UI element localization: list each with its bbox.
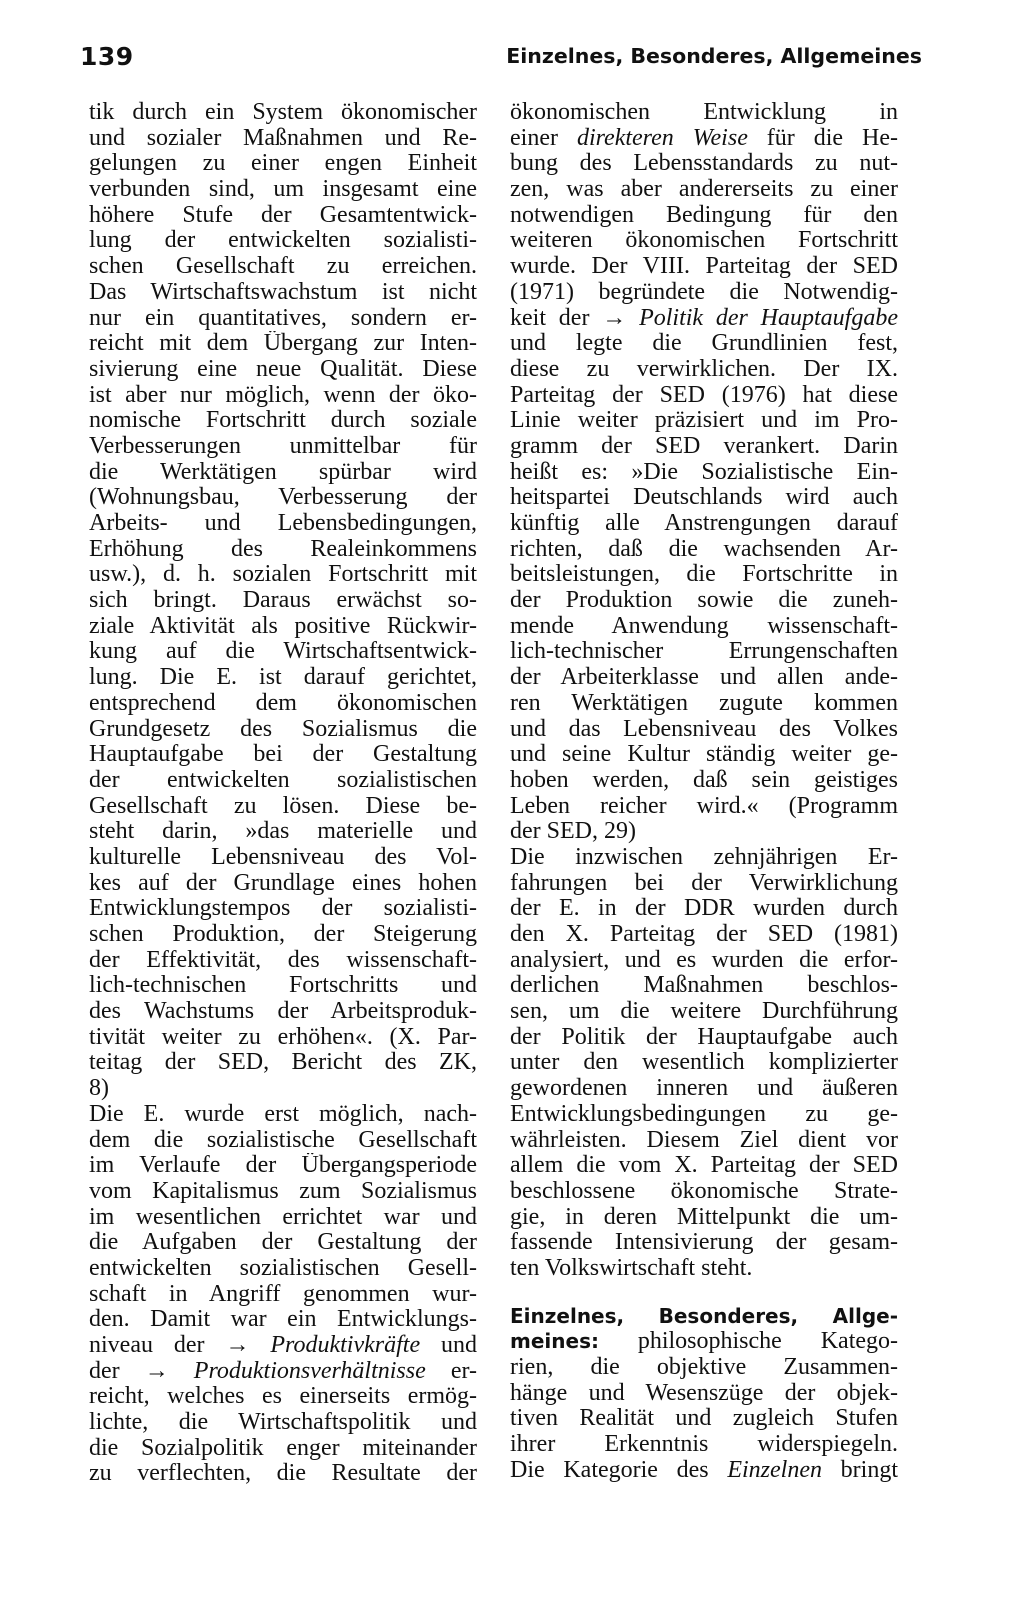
text-segment: philosophische (598, 1329, 782, 1355)
text-line: der SED, 29) (510, 819, 636, 845)
text-line: vom Kapitalismus zum Sozialismus (89, 1178, 477, 1204)
text-line: Verbesserungen unmittelbar für (89, 433, 477, 459)
text-line: Leben reicher wird.« (Programm (510, 793, 898, 819)
emphasis-text: direkteren Weise (576, 125, 748, 151)
text-line (510, 1458, 898, 1484)
text-segment: Die Kategorie des (510, 1457, 728, 1483)
text-line: Entwicklungstempos der sozialisti- (89, 896, 477, 922)
text-line: lichte, die Wirtschaftspolitik und (89, 1410, 477, 1436)
text-line: allem die vom X. Parteitag der SED (510, 1153, 898, 1179)
text-line: ihrer Erkenntnis widerspiegeln. (510, 1432, 898, 1458)
text-line: Linie weiter präzisiert und im Pro- (510, 408, 898, 434)
text-line: der E. in der DDR wurden durch (510, 896, 898, 922)
text-line (510, 306, 898, 332)
cross-reference-link[interactable]: Produktionsverhältnisse (193, 1358, 426, 1384)
text-line: lung. Die E. ist darauf gerichtet, (89, 665, 477, 691)
text-line: Erhöhung des Realeinkommens (89, 536, 477, 562)
text-line: fassende Intensivierung der gesam- (510, 1230, 898, 1256)
text-line: beitsleistungen, die Fortschritte in (510, 562, 898, 588)
text-line: ten Volkswirtschaft steht. (510, 1255, 753, 1281)
text-segment: niveau der → (89, 1333, 271, 1358)
text-line: Arbeits- und Lebensbedingungen, (89, 511, 477, 536)
text-line: des Wachstums der Arbeitsproduk- (89, 999, 477, 1025)
text-line: die Aufgaben der Gestaltung der (89, 1230, 477, 1256)
entry-heading: Einzelnes, Besonderes, Allge- (510, 1303, 898, 1328)
cross-reference-link[interactable]: Politik der Hauptaufgabe (639, 305, 898, 331)
text-line: lich-technischer Errungenschaften (510, 639, 898, 665)
text-line: währleisten. Diesem Ziel dient vor (510, 1127, 898, 1153)
text-segment: einer (510, 125, 577, 151)
text-line: unter den wesentlich komplizierter (510, 1050, 898, 1076)
text-line: schaft in Angriff genommen wur- (89, 1281, 477, 1307)
text-line: und seine Kultur ständig weiter ge- (510, 742, 898, 768)
text-line: gewordenen inneren und äußeren (510, 1076, 898, 1102)
text-line: Das Wirtschaftswachstum ist nicht (89, 279, 477, 305)
text-line: lich-technischen Fortschritts und (89, 973, 477, 999)
running-head: Einzelnes, Besonderes, Allgemeines (506, 44, 922, 68)
text-line: reicht, welches es einerseits ermög- (89, 1384, 477, 1410)
text-line: reicht mit dem Übergang zur Inten- (89, 331, 477, 357)
text-line: gramm der SED verankert. Darin (510, 433, 898, 459)
text-line: der Politik der Hauptaufgabe auch (510, 1024, 898, 1050)
text-line: die Sozialpolitik enger miteinander (89, 1435, 477, 1461)
text-line: Die E. wurde erst möglich, nach- (89, 1101, 477, 1127)
text-segment: keit der → (510, 305, 640, 331)
text-line: den. Damit war ein Entwicklungs- (89, 1307, 477, 1333)
text-line: schen Gesellschaft zu erreichen. (89, 254, 477, 280)
page-number: 139 (80, 42, 134, 71)
text-line: Entwicklungsbedingungen zu ge- (510, 1101, 898, 1127)
text-line: 8) (89, 1076, 109, 1102)
text-line: der Effektivität, des wissenschaft- (89, 947, 477, 973)
text-line: rien, die objektive Zusammen- (510, 1355, 898, 1380)
text-line: sivierung eine neue Qualität. Diese (89, 356, 477, 382)
text-segment: bringt (821, 1457, 898, 1483)
text-line: fahrungen bei der Verwirklichung (510, 870, 898, 896)
text-line: hoben werden, daß sein geistiges (510, 767, 898, 793)
text-line: notwendigen Bedingung für den (510, 202, 898, 228)
page-header (80, 42, 922, 82)
text-line: steht darin, »das materielle und (89, 819, 477, 845)
text-line: derlichen Maßnahmen beschlos- (510, 973, 898, 999)
text-line: tiven Realität und zugleich Stufen (510, 1406, 898, 1432)
text-line: heißt es: »Die Sozialistische Ein- (510, 459, 898, 485)
text-line: entwickelten sozialistischen Gesell- (89, 1255, 477, 1281)
text-line: (Wohnungsbau, Verbesserung der (89, 485, 477, 511)
text-line: gie, in deren Mittelpunkt die um- (510, 1204, 898, 1230)
text-line: beschlossene ökonomische Strate- (510, 1178, 898, 1204)
text-segment: er- (450, 1358, 477, 1384)
text-line: zen, was aber andererseits zu einer (510, 177, 898, 203)
text-line: hänge und Wesenszüge der objek- (510, 1380, 898, 1406)
text-segment: für die He- (747, 125, 898, 151)
text-line: Parteitag der SED (1976) hat diese (510, 382, 898, 408)
text-line: im wesentlichen errichtet war und (89, 1204, 477, 1230)
entry-heading: meines: (510, 1329, 599, 1354)
text-line: die Werktätigen spürbar wird (89, 459, 477, 485)
text-line: weiteren ökonomischen Fortschritt (510, 228, 898, 254)
text-line: der entwickelten sozialistischen (89, 767, 477, 793)
text-line (510, 126, 898, 152)
text-line: und das Lebensniveau des Volkes (510, 716, 898, 742)
text-line (510, 1329, 898, 1355)
text-segment: Katego- (820, 1329, 898, 1355)
text-line: analysiert, und es wurden die erfor- (510, 947, 898, 973)
text-line: künftig alle Anstrengungen darauf (510, 511, 898, 536)
text-line: entsprechend dem ökonomischen (89, 690, 477, 716)
text-line: der Arbeiterklasse und allen ande- (510, 665, 898, 691)
text-segment: der → (89, 1358, 194, 1384)
text-line: wurde. Der VIII. Parteitag der SED (510, 254, 898, 280)
text-line: der Produktion sowie die zuneh- (510, 588, 898, 614)
text-line: nomische Fortschritt durch soziale (89, 408, 477, 434)
text-line: richten, daß die wachsenden Ar- (510, 536, 898, 562)
text-line: gelungen zu einer engen Einheit (89, 151, 477, 177)
entry-spacer (510, 1282, 898, 1304)
entry-heading-line (510, 1304, 898, 1330)
text-line: ist aber nur möglich, wenn der öko- (89, 382, 477, 408)
text-line: lung der entwickelten sozialisti- (89, 228, 477, 254)
text-line: ziale Aktivität als positive Rückwir- (89, 613, 477, 639)
text-line: dem die sozialistische Gesellschaft (89, 1127, 477, 1153)
text-line: ökonomischen Entwicklung in (510, 100, 898, 125)
text-line: kulturelle Lebensniveau des Vol- (89, 844, 477, 870)
text-line: und legte die Grundlinien fest, (510, 331, 898, 357)
text-line: sen, um die weitere Durchführung (510, 999, 898, 1025)
text-line: tivität weiter zu erhöhen«. (X. Par- (89, 1024, 477, 1050)
text-line: schen Produktion, der Steigerung (89, 922, 477, 947)
cross-reference-link[interactable]: Produktivkräfte (270, 1333, 421, 1358)
text-line: ren Werktätigen zugute kommen (510, 690, 898, 716)
text-line: Grundgesetz des Sozialismus die (89, 716, 477, 742)
left-column (89, 100, 477, 1487)
text-line: (1971) begründete die Notwendig- (510, 279, 898, 305)
text-line: Hauptaufgabe bei der Gestaltung (89, 742, 477, 768)
text-line: Gesellschaft zu lösen. Diese be- (89, 793, 477, 819)
text-line: bung des Lebensstandards zu nut- (510, 151, 898, 177)
text-segment: und (441, 1333, 477, 1358)
text-line: kung auf die Wirtschaftsentwick- (89, 639, 477, 665)
text-line: nur ein quantitatives, sondern er- (89, 305, 477, 331)
text-line: zu verflechten, die Resultate der (89, 1461, 477, 1487)
text-line: sich bringt. Daraus erwächst so- (89, 588, 477, 614)
text-line (89, 1333, 477, 1359)
text-line: höhere Stufe der Gesamtentwick- (89, 202, 477, 228)
text-line: im Verlaufe der Übergangsperiode (89, 1153, 477, 1179)
text-line: usw.), d. h. sozialen Fortschritt mit (89, 562, 477, 588)
text-line: verbunden sind, um insgesamt eine (89, 177, 477, 203)
text-line: mende Anwendung wissenschaft- (510, 613, 898, 639)
emphasis-text: Einzelnen (727, 1457, 822, 1483)
text-line: teitag der SED, Bericht des ZK, (89, 1050, 477, 1076)
right-column (510, 100, 898, 1483)
text-line: heitspartei Deutschlands wird auch (510, 485, 898, 511)
text-line: diese zu verwirklichen. Der IX. (510, 356, 898, 382)
text-line: Die inzwischen zehnjährigen Er- (510, 844, 898, 870)
text-line (89, 1359, 477, 1385)
text-line: und sozialer Maßnahmen und Re- (89, 125, 477, 151)
text-line: tik durch ein System ökonomischer (89, 100, 477, 125)
text-line: den X. Parteitag der SED (1981) (510, 922, 898, 947)
text-line: kes auf der Grundlage eines hohen (89, 870, 477, 896)
